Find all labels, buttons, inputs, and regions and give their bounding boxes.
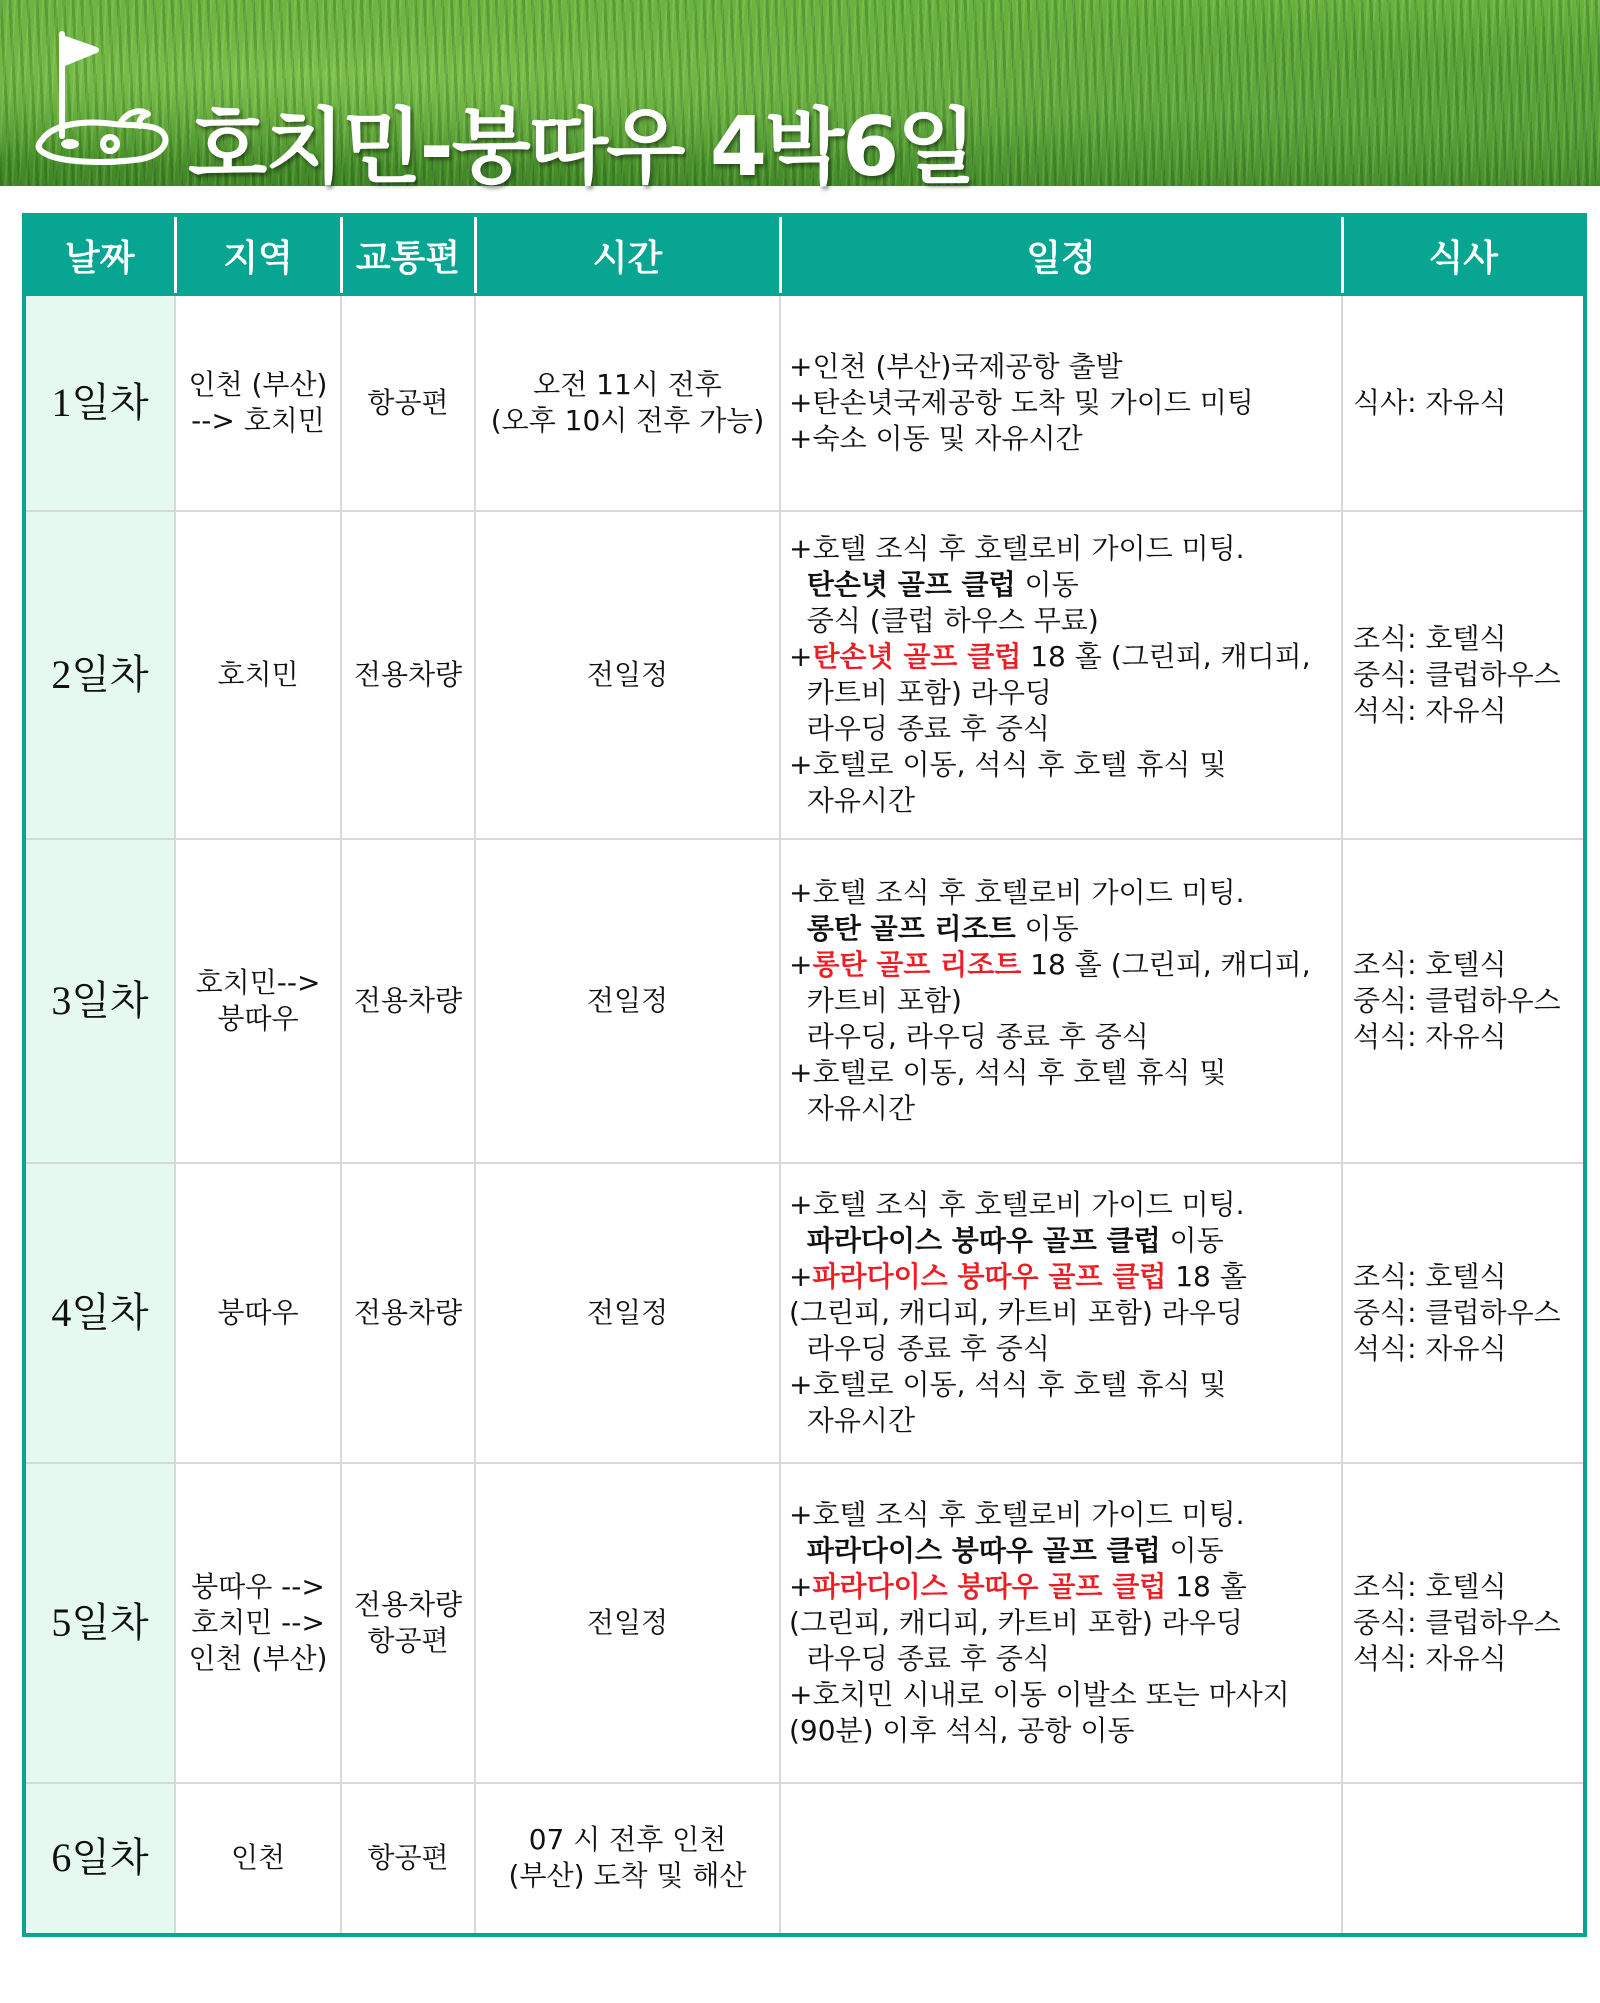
schedule-line (789, 947, 1341, 983)
schedule-text: 카트비 포함) (789, 983, 962, 1017)
meal-line: 석식: 자유식 (1353, 693, 1507, 727)
schedule-text: 이동 (1015, 911, 1079, 945)
time-line: 전일정 (586, 657, 669, 691)
time-cell (475, 1783, 780, 1935)
table-row (24, 1163, 1585, 1463)
schedule-text: + (789, 639, 813, 673)
schedule-line (789, 1331, 1341, 1367)
transport-line: 항공편 (367, 1841, 449, 1874)
schedule-line (789, 1677, 1341, 1713)
schedule-text: +호텔 조식 후 호텔로비 가이드 미팅. (789, 1497, 1245, 1531)
region-line: 붕따우 (217, 1295, 299, 1329)
transport-line: 전용차량 (353, 1587, 463, 1621)
schedule-text: +호텔 조식 후 호텔로비 가이드 미팅. (789, 531, 1245, 565)
schedule-text (789, 1534, 807, 1567)
schedule-line (789, 1569, 1341, 1605)
schedule-line (789, 1223, 1341, 1259)
time-line: 전일정 (586, 1605, 669, 1639)
schedule-line (789, 983, 1341, 1019)
schedule-text: + (789, 947, 813, 981)
region-line: 붕따우 (217, 1001, 299, 1035)
meal-line: 석식: 자유식 (1353, 1641, 1507, 1675)
schedule-line (789, 911, 1341, 947)
transport-line: 전용차량 (353, 657, 463, 691)
region-line: 붕따우 --> (191, 1569, 325, 1603)
schedule-text: 18 홀 (그린피, 캐디피, (1021, 947, 1311, 981)
day-cell (24, 511, 175, 839)
page-title: 호치민-붕따우 4박6일 (188, 100, 975, 195)
table-header-row (24, 215, 1585, 295)
schedule-line (789, 531, 1341, 567)
meal-cell (1342, 295, 1585, 511)
schedule-line (789, 567, 1341, 603)
transport-cell (341, 511, 475, 839)
col-header-transport: 교통편 (341, 215, 475, 295)
day-cell (24, 1783, 175, 1935)
col-header-region: 지역 (175, 215, 341, 295)
time-line: 오전 11시 전후 (533, 367, 722, 401)
schedule-text (789, 568, 807, 601)
schedule-text: 자유시간 (789, 1403, 915, 1437)
transport-cell (341, 1163, 475, 1463)
region-line: 호치민 --> (191, 1605, 325, 1639)
schedule-line (789, 1533, 1341, 1569)
transport-cell (341, 1783, 475, 1935)
schedule-line (789, 711, 1341, 747)
schedule-line (789, 349, 1341, 385)
table-row (24, 295, 1585, 511)
time-cell (475, 295, 780, 511)
day-label: 4일차 (51, 1289, 149, 1335)
day-cell (24, 295, 175, 511)
schedule-text: 이동 (1160, 1223, 1224, 1257)
golf-course-name: 롱탄 골프 리조트 (806, 911, 1016, 945)
region-cell (175, 1463, 341, 1783)
day-cell (24, 839, 175, 1163)
time-line: 전일정 (586, 983, 669, 1017)
schedule-text: +숙소 이동 및 자유시간 (789, 421, 1083, 455)
meal-line: 조식: 호텔식 (1353, 1259, 1507, 1293)
time-cell (475, 1463, 780, 1783)
schedule-text: 라우딩 종료 후 중식 (789, 711, 1050, 745)
schedule-cell (780, 1163, 1342, 1463)
transport-cell (341, 1463, 475, 1783)
schedule-text: + (789, 1259, 813, 1293)
day-label: 1일차 (51, 379, 149, 425)
time-line: (부산) 도착 및 해산 (508, 1859, 747, 1892)
schedule-text: 카트비 포함) 라우딩 (789, 675, 1052, 709)
golf-course-name: 파라다이스 붕따우 골프 클럽 (806, 1533, 1161, 1567)
schedule-line (789, 1091, 1341, 1127)
schedule-line (789, 1605, 1341, 1641)
table-row (24, 511, 1585, 839)
col-header-time: 시간 (475, 215, 780, 295)
table-row (24, 839, 1585, 1163)
golf-course-highlight: 탄손녓 골프 클럽 (812, 639, 1022, 673)
schedule-line (789, 875, 1341, 911)
time-line: 전일정 (586, 1295, 669, 1329)
schedule-text: +인천 (부산)국제공항 출발 (789, 349, 1123, 383)
day-label: 6일차 (51, 1835, 149, 1880)
schedule-text: +탄손녓국제공항 도착 및 가이드 미팅 (789, 385, 1254, 419)
schedule-line (789, 1259, 1341, 1295)
itinerary-table (22, 213, 1587, 1937)
meal-line: 석식: 자유식 (1353, 1019, 1507, 1053)
schedule-text: 18 홀 (1166, 1259, 1247, 1293)
table-row (24, 1783, 1585, 1935)
transport-cell (341, 839, 475, 1163)
time-cell (475, 839, 780, 1163)
meal-cell (1342, 839, 1585, 1163)
day-label: 5일차 (51, 1599, 149, 1645)
schedule-line (789, 1367, 1341, 1403)
transport-line: 전용차량 (353, 1295, 463, 1329)
region-cell (175, 295, 341, 511)
schedule-text: + (789, 1569, 813, 1603)
schedule-line (789, 1019, 1341, 1055)
schedule-text: (그린피, 캐디피, 카트비 포함) 라우딩 (789, 1605, 1243, 1639)
schedule-text: +호텔 조식 후 호텔로비 가이드 미팅. (789, 1187, 1245, 1221)
schedule-cell (780, 1463, 1342, 1783)
golf-flag-icon (22, 28, 182, 173)
schedule-line (789, 421, 1341, 457)
region-line: 인천 (부산) (188, 1641, 328, 1675)
day-cell (24, 1163, 175, 1463)
schedule-text: 자유시간 (789, 1091, 915, 1125)
col-header-meal: 식사 (1342, 215, 1585, 295)
region-line: 호치민--> (195, 965, 321, 999)
schedule-text (789, 912, 807, 945)
meal-cell (1342, 1783, 1585, 1935)
schedule-line (789, 675, 1341, 711)
region-cell (175, 1163, 341, 1463)
schedule-line (789, 1497, 1341, 1533)
schedule-text: 라우딩 종료 후 중식 (789, 1331, 1050, 1365)
schedule-text (789, 1224, 807, 1257)
schedule-text: (그린피, 캐디피, 카트비 포함) 라우딩 (789, 1295, 1243, 1329)
schedule-line (789, 1295, 1341, 1331)
table-body (24, 295, 1585, 1935)
meal-cell (1342, 1163, 1585, 1463)
transport-line: 전용차량 (353, 983, 463, 1017)
region-line: 인천 (부산) (188, 367, 328, 401)
schedule-line (789, 1187, 1341, 1223)
day-label: 3일차 (51, 977, 149, 1023)
day-label: 2일차 (51, 651, 149, 697)
region-line: --> 호치민 (191, 403, 325, 437)
schedule-cell (780, 1783, 1342, 1935)
col-header-date: 날짜 (24, 215, 175, 295)
transport-line: 항공편 (367, 1623, 449, 1657)
schedule-text: 라우딩 종료 후 중식 (789, 1641, 1050, 1675)
meal-cell (1342, 1463, 1585, 1783)
time-line: (오후 10시 전후 가능) (490, 403, 765, 437)
region-cell (175, 511, 341, 839)
schedule-text: 자유시간 (789, 783, 915, 817)
schedule-line (789, 1641, 1341, 1677)
transport-line: 항공편 (367, 385, 449, 419)
region-cell (175, 1783, 341, 1935)
schedule-line (789, 385, 1341, 421)
schedule-cell (780, 511, 1342, 839)
golf-course-highlight: 파라다이스 붕따우 골프 클럽 (812, 1569, 1167, 1603)
schedule-line (789, 1055, 1341, 1091)
meal-line: 조식: 호텔식 (1353, 947, 1507, 981)
meal-line: 중식: 클럽하우스 (1353, 1605, 1561, 1639)
schedule-text: +호텔 조식 후 호텔로비 가이드 미팅. (789, 875, 1245, 909)
schedule-text: 라우딩, 라우딩 종료 후 중식 (789, 1019, 1149, 1053)
schedule-text: (90분) 이후 석식, 공항 이동 (789, 1713, 1135, 1747)
meal-cell (1342, 511, 1585, 839)
transport-cell (341, 295, 475, 511)
schedule-cell (780, 839, 1342, 1163)
schedule-line (789, 1403, 1341, 1439)
day-cell (24, 1463, 175, 1783)
region-line: 호치민 (217, 657, 299, 691)
meal-line: 조식: 호텔식 (1353, 1569, 1507, 1603)
meal-line: 석식: 자유식 (1353, 1331, 1507, 1365)
golf-course-name: 파라다이스 붕따우 골프 클럽 (806, 1223, 1161, 1257)
schedule-line (789, 747, 1341, 783)
schedule-line (789, 1713, 1341, 1749)
schedule-line (789, 639, 1341, 675)
golf-course-highlight: 롱탄 골프 리조트 (812, 947, 1022, 981)
schedule-text: +호텔로 이동, 석식 후 호텔 휴식 및 (789, 747, 1227, 781)
schedule-text: 이동 (1160, 1533, 1224, 1567)
schedule-cell (780, 295, 1342, 511)
schedule-line (789, 783, 1341, 819)
schedule-line (789, 603, 1341, 639)
meal-line: 조식: 호텔식 (1353, 621, 1507, 655)
schedule-text: +호텔로 이동, 석식 후 호텔 휴식 및 (789, 1367, 1227, 1401)
golf-course-highlight: 파라다이스 붕따우 골프 클럽 (812, 1259, 1167, 1293)
schedule-text: +호텔로 이동, 석식 후 호텔 휴식 및 (789, 1055, 1227, 1089)
time-line: 07 시 전후 인천 (528, 1823, 727, 1856)
meal-line: 중식: 클럽하우스 (1353, 1295, 1561, 1329)
meal-line: 중식: 클럽하우스 (1353, 657, 1561, 691)
schedule-text: 중식 (클럽 하우스 무료) (789, 603, 1099, 637)
meal-line: 중식: 클럽하우스 (1353, 983, 1561, 1017)
meal-line: 식사: 자유식 (1353, 385, 1507, 419)
header-banner (0, 0, 1600, 195)
schedule-text: 18 홀 (그린피, 캐디피, (1021, 639, 1311, 673)
col-header-schedule: 일정 (780, 215, 1342, 295)
golf-course-name: 탄손녓 골프 클럽 (806, 567, 1016, 601)
time-cell (475, 1163, 780, 1463)
time-cell (475, 511, 780, 839)
schedule-text: +호치민 시내로 이동 이발소 또는 마사지 (789, 1677, 1290, 1711)
table-row (24, 1463, 1585, 1783)
schedule-text: 이동 (1015, 567, 1079, 601)
region-cell (175, 839, 341, 1163)
schedule-text: 18 홀 (1166, 1569, 1247, 1603)
region-line: 인천 (230, 1841, 286, 1874)
